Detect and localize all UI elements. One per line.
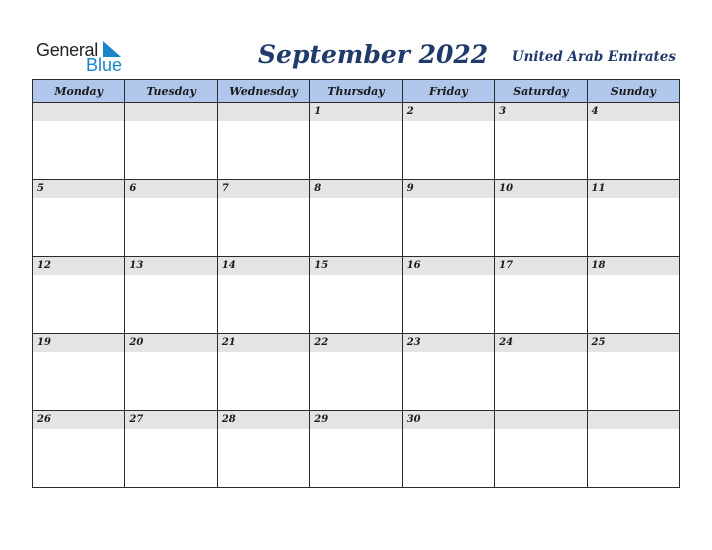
day-number: 9: [403, 180, 494, 198]
day-number: [588, 411, 679, 429]
day-number: 22: [310, 334, 401, 352]
day-number: [495, 411, 586, 429]
day-cell: [217, 334, 309, 411]
week-row: [33, 257, 680, 334]
day-number: 13: [125, 257, 216, 275]
day-number: 18: [588, 257, 679, 275]
day-number: 21: [218, 334, 309, 352]
day-number: 17: [495, 257, 586, 275]
weekday-saturday: Saturday: [495, 80, 587, 103]
day-cell: [217, 180, 309, 257]
weekday-wednesday: Wednesday: [217, 80, 309, 103]
month-calendar: [32, 79, 680, 488]
day-number: 25: [588, 334, 679, 352]
day-cell: [495, 180, 587, 257]
day-number: 3: [495, 103, 586, 121]
day-cell: [125, 257, 217, 334]
day-cell: [33, 103, 125, 180]
day-cell: [310, 257, 402, 334]
weekday-header-row: [33, 80, 680, 103]
day-cell: [310, 180, 402, 257]
day-cell: [310, 411, 402, 488]
country-name: United Arab Emirates: [511, 49, 676, 65]
day-number: 5: [33, 180, 124, 198]
day-number: 10: [495, 180, 586, 198]
day-cell: [587, 180, 679, 257]
day-cell: [125, 180, 217, 257]
day-number: 7: [218, 180, 309, 198]
week-row: [33, 411, 680, 488]
day-cell: [217, 257, 309, 334]
day-cell: [402, 180, 494, 257]
day-number: 6: [125, 180, 216, 198]
weekday-tuesday: Tuesday: [125, 80, 217, 103]
day-number: 26: [33, 411, 124, 429]
day-cell: [495, 334, 587, 411]
day-number: 24: [495, 334, 586, 352]
day-number: 1: [310, 103, 401, 121]
weekday-sunday: Sunday: [587, 80, 679, 103]
weekday-monday: Monday: [33, 80, 125, 103]
weekday-thursday: Thursday: [310, 80, 402, 103]
day-number: [218, 103, 309, 121]
day-cell: [402, 103, 494, 180]
day-cell: [587, 334, 679, 411]
day-cell: [310, 103, 402, 180]
day-cell: [33, 334, 125, 411]
day-cell: [495, 257, 587, 334]
day-cell: [125, 411, 217, 488]
day-cell: [587, 257, 679, 334]
day-number: 4: [588, 103, 679, 121]
calendar-title: September 2022: [258, 40, 489, 69]
day-number: 11: [588, 180, 679, 198]
day-number: 20: [125, 334, 216, 352]
day-number: 19: [33, 334, 124, 352]
day-cell: [587, 103, 679, 180]
day-cell: [217, 411, 309, 488]
day-cell: [587, 411, 679, 488]
weekday-friday: Friday: [402, 80, 494, 103]
day-cell: [310, 334, 402, 411]
day-cell: [33, 257, 125, 334]
day-number: 15: [310, 257, 401, 275]
week-row: [33, 334, 680, 411]
day-number: 16: [403, 257, 494, 275]
day-number: [125, 103, 216, 121]
week-row: [33, 180, 680, 257]
day-cell: [125, 334, 217, 411]
day-cell: [495, 103, 587, 180]
day-number: 2: [403, 103, 494, 121]
generalblue-logo: [36, 40, 126, 74]
logo-word-blue: Blue: [86, 55, 123, 75]
day-cell: [33, 180, 125, 257]
day-number: 28: [218, 411, 309, 429]
day-number: 12: [33, 257, 124, 275]
day-number: 27: [125, 411, 216, 429]
day-cell: [33, 411, 125, 488]
day-cell: [402, 257, 494, 334]
day-number: 30: [403, 411, 494, 429]
day-cell: [217, 103, 309, 180]
day-number: 29: [310, 411, 401, 429]
day-cell: [402, 411, 494, 488]
day-number: 23: [403, 334, 494, 352]
day-number: 8: [310, 180, 401, 198]
day-number: 14: [218, 257, 309, 275]
week-row: [33, 103, 680, 180]
day-cell: [495, 411, 587, 488]
day-cell: [402, 334, 494, 411]
day-number: [33, 103, 124, 121]
day-cell: [125, 103, 217, 180]
logo-word-general: General: [36, 40, 98, 60]
